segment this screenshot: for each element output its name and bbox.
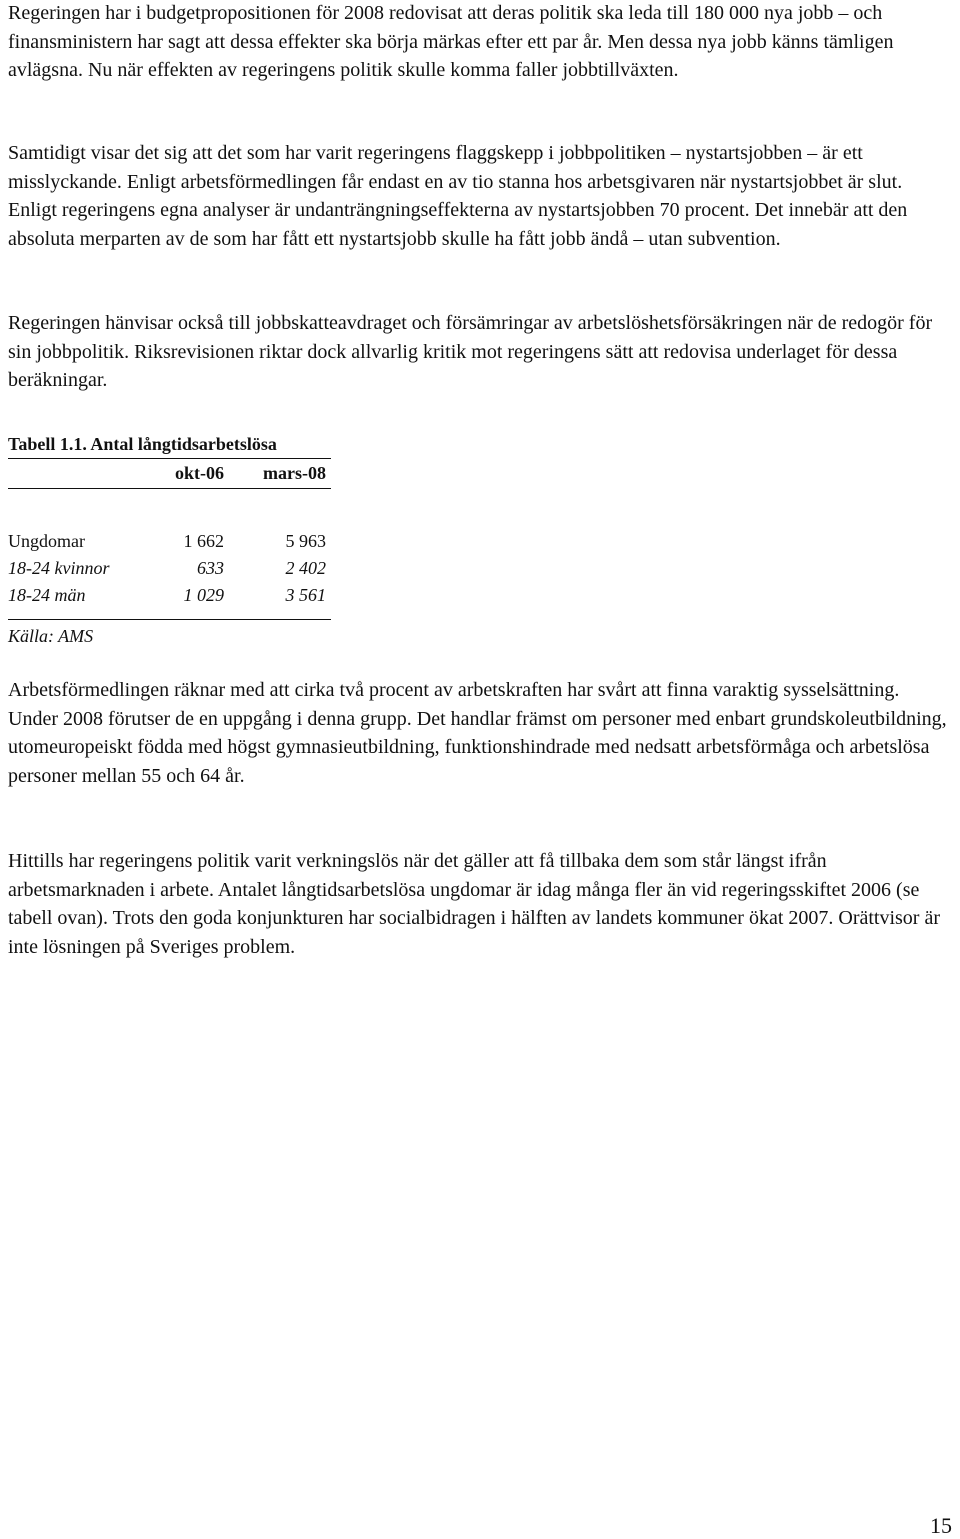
- table-header-mars08: mars-08: [263, 463, 326, 483]
- table-title: Tabell 1.1. Antal långtidsarbetslösa: [8, 430, 331, 459]
- page-number: 15: [930, 1513, 952, 1538]
- table-cell-mars08: 3 561: [285, 585, 326, 605]
- paragraph-nystartsjobb: Samtidigt visar det sig att det som har varit regeringens flaggskepp i jobbpolitiken – nystartsjobben – är ett misslyckande. Enligt arbetsförmedlingen får endast en av tio stanna hos arbetsgivaren när nystartsjobbet är slut. Enligt regeringens egna analyser är undanträngningseffekterna av nystartsjobben 70 procent. Det innebär att den absoluta merparten av de som har fått ett nystartsjobb skulle ha fått jobb ändå – utan subvention.: [8, 142, 908, 250]
- paragraph-jobbskatteavdrag: Regeringen hänvisar också till jobbskatteavdraget och försämringar av arbetslöshetsförsäkringen när de redogör för sin jobbpolitik. Riksrevisionen riktar dock allvarlig kritik mot regeringens sätt att redovisa underlaget för dessa beräkningar.: [8, 312, 933, 391]
- table-source-divider: [8, 619, 331, 620]
- table-cell-okt06: 633: [197, 558, 224, 578]
- table-header-okt06: okt-06: [175, 463, 224, 483]
- table-row: [8, 582, 331, 608]
- paragraph-jobb-budget: Regeringen har i budgetpropositionen för 2008 redovisat att deras politik ska leda till 180 000 nya jobb – och finansministern har sagt att dessa effekter ska börja märkas efter ett par år. Men dessa nya jobb känns tämligen avlägsna. Nu när effekten av regeringens politik skulle komma faller jobbtillväxten.: [8, 2, 894, 81]
- table-langtidsarbetslosa: [8, 430, 331, 646]
- table-cell-okt06: 1 029: [183, 585, 224, 605]
- table-source: Källa: AMS: [8, 626, 94, 646]
- table-cell-okt06: 1 662: [183, 531, 224, 551]
- table-body: [8, 489, 331, 609]
- table-row: [8, 555, 331, 581]
- paragraph-arbetsformedlingen: Arbetsförmedlingen räknar med att cirka två procent av arbetskraften har svårt att finna varaktig sysselsättning. Under 2008 förutser de en uppgång i denna grupp. Det handlar främst om personer med enbart grundskoleutbildning, utomeuropeiskt födda med högst gymnasieutbildning, funktionshindrade med nedsatt arbetsförmåga och arbetslösa personer mellan 55 och 64 år.: [8, 679, 947, 787]
- table-row-label: 18-24 män: [8, 585, 86, 605]
- paragraph-hittills: Hittills har regeringens politik varit verkningslös när det gäller att få tillbaka dem som står längst ifrån arbetsmarknaden i arbete. Antalet långtidsarbetslösa ungdomar är idag många fler än vid regeringsskiftet 2006 (se tabell ovan). Trots den goda konjunkturen har socialbidragen i hälften av landets kommuner ökat 2007. Orättvisor är inte lösningen på Sveriges problem.: [8, 850, 941, 958]
- table-cell-mars08: 5 963: [285, 531, 326, 551]
- table-row-label: Ungdomar: [8, 531, 85, 551]
- table-row-label: 18-24 kvinnor: [8, 558, 110, 578]
- table-cell-mars08: 2 402: [285, 558, 326, 578]
- table-header-row: [8, 459, 331, 489]
- table-row: [8, 528, 331, 554]
